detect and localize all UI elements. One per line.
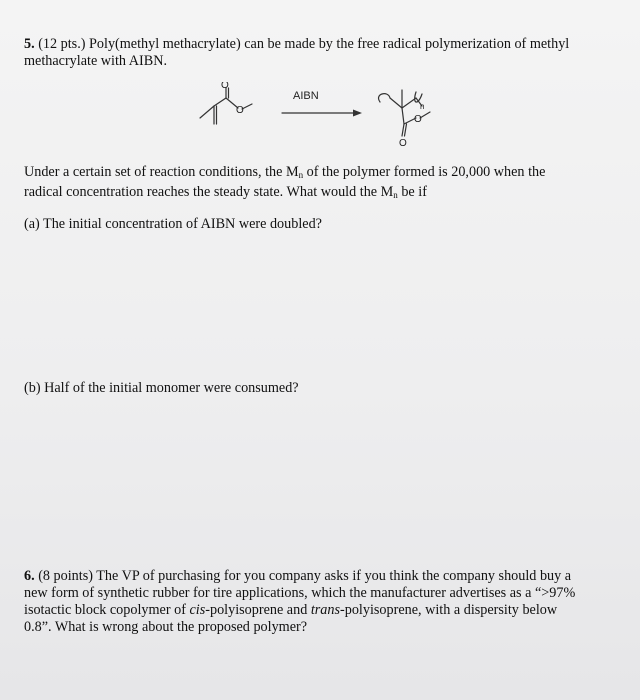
monomer-oxygen-carbonyl: O — [221, 82, 229, 91]
polymer-oxygen-carbonyl: O — [399, 138, 407, 149]
question-5-prompt — [24, 36, 619, 70]
question-5-part-a: (a) The initial concentration of AIBN were doubled? — [24, 216, 322, 232]
context-line-2: radical concentration reaches the steady state. What would the $M_n$ be if — [24, 184, 427, 200]
question-5-number: 5. — [24, 36, 35, 52]
monomer-structure — [200, 88, 252, 124]
question-6-line-1: 6. (8 points) The VP of purchasing for you company asks if you think the company should buy a — [24, 568, 572, 584]
arrow-head — [353, 110, 362, 117]
question-6-line-3: isotactic block copolymer of cis-polyisoprene and trans-polyisoprene, with a dispersity below — [24, 602, 558, 618]
question-6-prompt — [24, 568, 619, 636]
repeat-unit-subscript: n — [420, 102, 425, 111]
context-line-1: Under a certain set of reaction conditions, the $M_n$ of the polymer formed is 20,000 when the — [24, 164, 546, 180]
question-5-line-1: 5. (12 pts.) Poly(methyl methacrylate) can be made by the free radical polymerization of methyl — [24, 36, 570, 52]
question-5-part-b: (b) Half of the initial monomer were consumed? — [24, 380, 299, 396]
question-6-line-2: new form of synthetic rubber for tire applications, which the manufacturer advertises as a “>97% — [24, 585, 576, 601]
question-6-number: 6. — [24, 568, 35, 584]
reaction-scheme — [190, 82, 470, 152]
question-6-line-4: 0.8”. What is wrong about the proposed polymer? — [24, 619, 308, 635]
polymer-oxygen-ester: O — [414, 114, 422, 125]
reagent-label: AIBN — [293, 90, 319, 102]
question-5-context — [24, 164, 619, 204]
monomer-oxygen-ester: O — [236, 105, 244, 116]
reaction-drawing — [190, 82, 470, 152]
polymer-structure — [379, 90, 430, 136]
question-5-line-2: methacrylate with AIBN. — [24, 53, 168, 69]
